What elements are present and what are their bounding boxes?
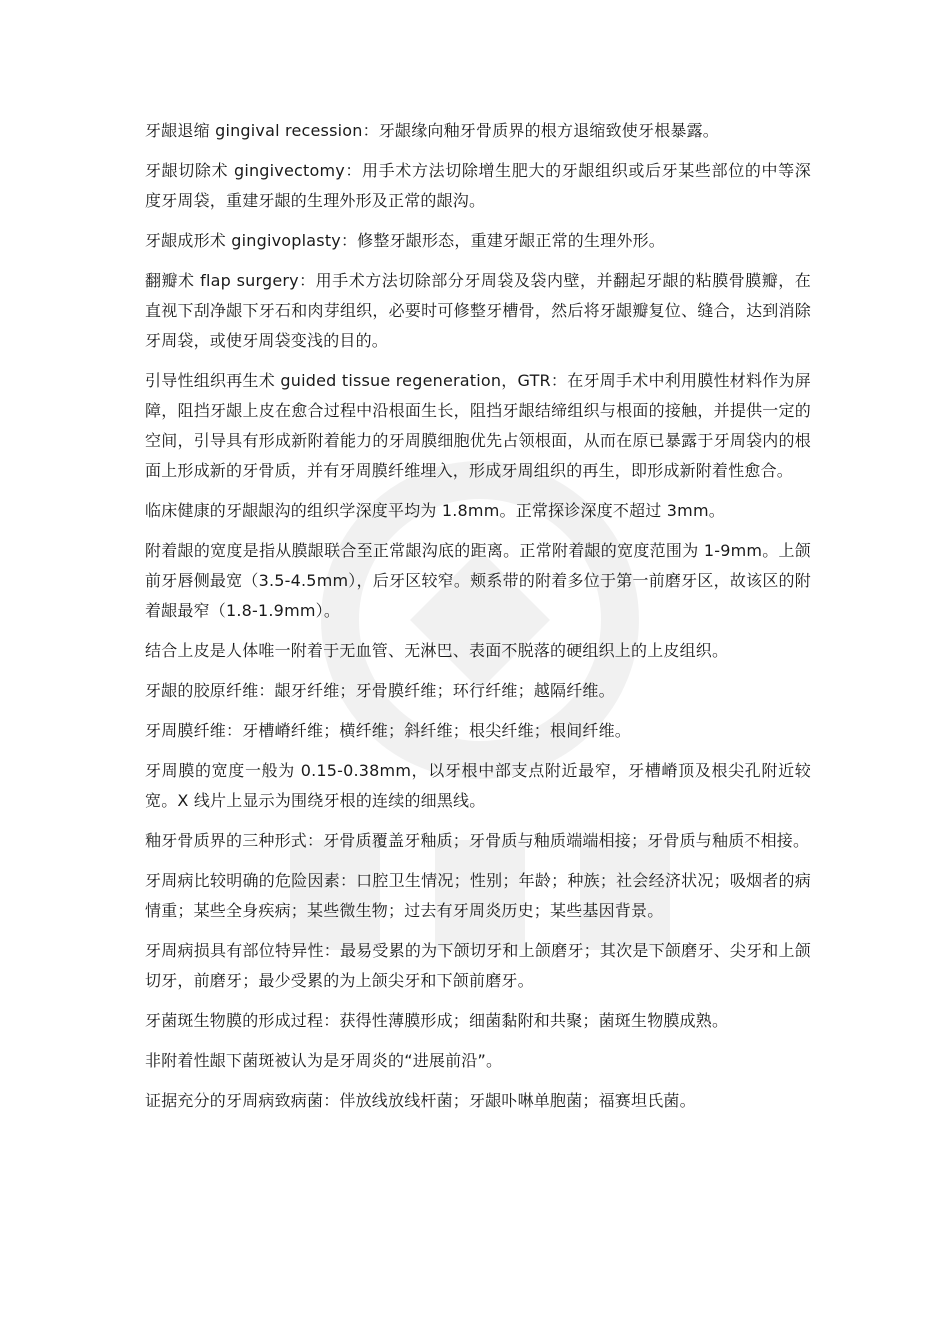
paragraph-pdl-fibers: 牙周膜纤维：牙槽嵴纤维；横纤维；斜纤维；根尖纤维；根间纤维。 (145, 721, 632, 740)
paragraph-advancing-front: 非附着性龈下菌斑被认为是牙周炎的“进展前沿”。 (145, 1051, 503, 1070)
paragraph-flap-surgery: 翻瓣术 flap surgery：用手术方法切除部分牙周袋及袋内壁，并翻起牙龈的粘膜骨膜瓣，在直视下刮净龈下牙石和肉芽组织，必要时可修整牙槽骨，然后将牙龈瓣复位、缝合，达到消除牙周袋，或使牙周袋变浅的目的。 (145, 271, 811, 350)
paragraph-attached-gingiva: 附着龈的宽度是指从膜龈联合至正常龈沟底的距离。正常附着龈的宽度范围为 1-9mm。上颌前牙唇侧最宽（3.5-4.5mm），后牙区较窄。颊系带的附着多位于第一前磨牙区，故该区的附着龈最窄（1.8-1.9mm）。 (145, 541, 811, 620)
paragraph-sulcus-depth: 临床健康的牙龈龈沟的组织学深度平均为 1.8mm。正常探诊深度不超过 3mm。 (145, 501, 725, 520)
paragraph-pathogens: 证据充分的牙周病致病菌：伴放线放线杆菌；牙龈卟啉单胞菌；福赛坦氏菌。 (145, 1091, 696, 1110)
paragraph-biofilm-formation: 牙菌斑生物膜的形成过程：获得性薄膜形成；细菌黏附和共聚；菌斑生物膜成熟。 (145, 1011, 729, 1030)
paragraph-gtr: 引导性组织再生术 guided tissue regeneration，GTR：在牙周手术中利用膜性材料作为屏障，阻挡牙龈上皮在愈合过程中沿根面生长，阻挡牙龈结缔组织与根面的接触，并提供一定的空间，引导具有形成新附着能力的牙周膜细胞优先占领根面，从而在原已暴露于牙周袋内的根面上形成新的牙骨质，并有牙周膜纤维埋入，形成牙周组织的再生，即形成新附着性愈合。 (145, 371, 811, 480)
paragraph-gingivoplasty: 牙龈成形术 gingivoplasty：修整牙龈形态，重建牙龈正常的生理外形。 (145, 231, 665, 250)
paragraph-site-specificity: 牙周病损具有部位特异性：最易受累的为下颌切牙和上颌磨牙；其次是下颌磨牙、尖牙和上颌切牙，前磨牙；最少受累的为上颌尖牙和下颌前磨牙。 (145, 941, 811, 990)
paragraph-gingival-fibers: 牙龈的胶原纤维：龈牙纤维；牙骨膜纤维；环行纤维；越隔纤维。 (145, 681, 615, 700)
paragraph-gingivectomy: 牙龈切除术 gingivectomy：用手术方法切除增生肥大的牙龈组织或后牙某些部位的中等深度牙周袋，重建牙龈的生理外形及正常的龈沟。 (145, 161, 811, 210)
paragraph-pdl-width: 牙周膜的宽度一般为 0.15-0.38mm，以牙根中部支点附近最窄，牙槽嵴顶及根尖孔附近较宽。X 线片上显示为围绕牙根的连续的细黑线。 (145, 761, 811, 810)
paragraph-risk-factors: 牙周病比较明确的危险因素：口腔卫生情况；性别；年龄；种族；社会经济状况；吸烟者的病情重；某些全身疾病；某些微生物；过去有牙周炎历史；某些基因背景。 (145, 871, 811, 920)
paragraph-gingival-recession: 牙龈退缩 gingival recession：牙龈缘向釉牙骨质界的根方退缩致使牙根暴露。 (145, 121, 719, 140)
document-body (145, 116, 811, 1126)
paragraph-cej-forms: 釉牙骨质界的三种形式：牙骨质覆盖牙釉质；牙骨质与釉质端端相接；牙骨质与釉质不相接。 (145, 831, 810, 850)
paragraph-junctional-epithelium: 结合上皮是人体唯一附着于无血管、无淋巴、表面不脱落的硬组织上的上皮组织。 (145, 641, 729, 660)
